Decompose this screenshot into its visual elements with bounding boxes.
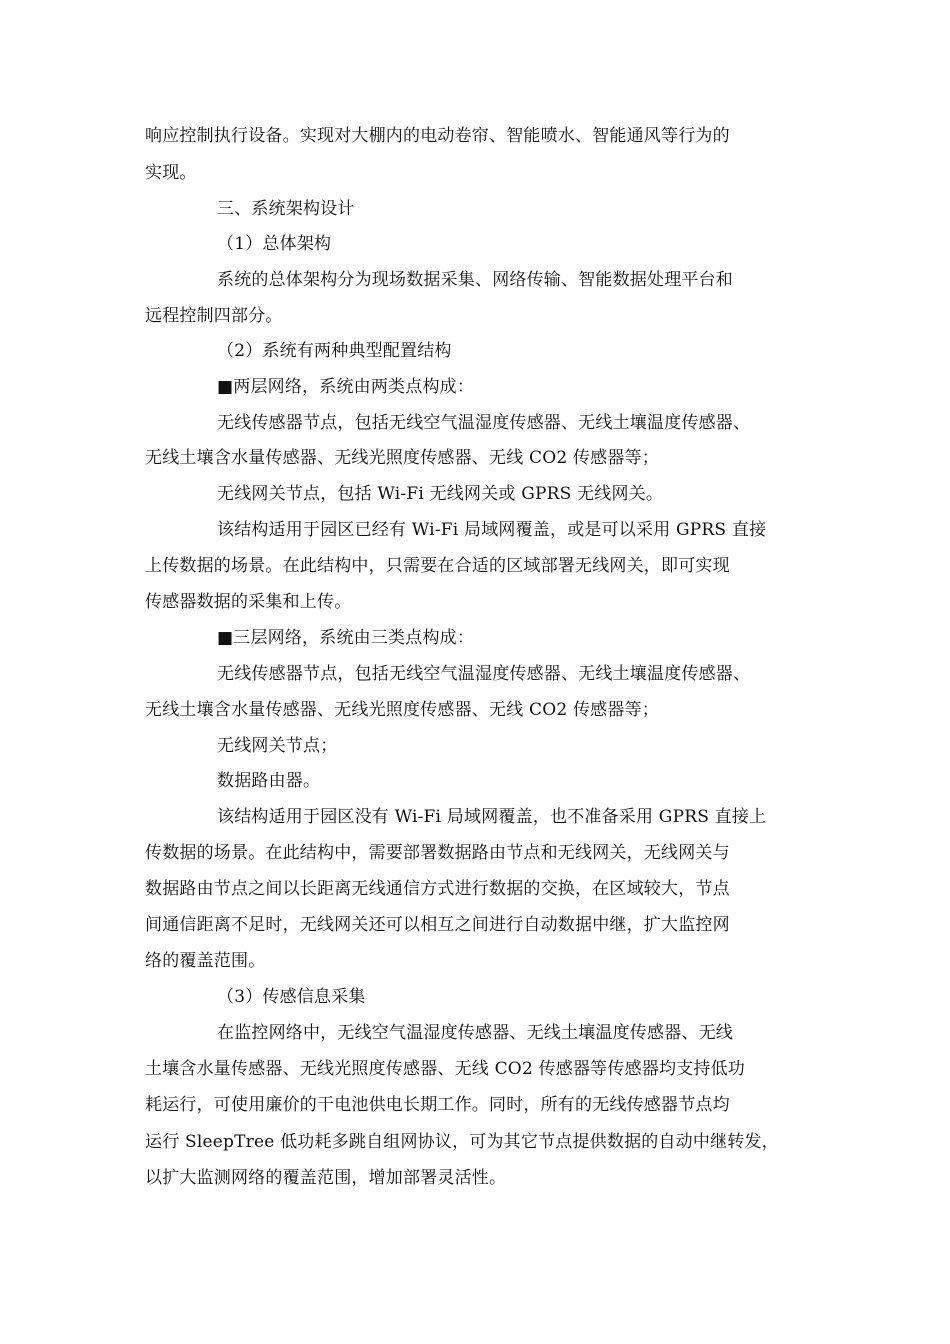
body-text-line: 传感器数据的采集和上传。: [145, 592, 352, 612]
subsection-heading: （2）系统有两种典型配置结构: [217, 341, 452, 361]
bullet-heading: ■三层网络，系统由三类点构成：: [217, 628, 475, 648]
body-text-line: 耗运行，可使用廉价的干电池供电长期工作。同时，所有的无线传感器节点均: [145, 1095, 730, 1115]
body-text-line: 以扩大监测网络的覆盖范围，增加部署灵活性。: [145, 1168, 507, 1188]
body-text-line: 实现。: [145, 163, 197, 183]
subsection-heading: （3）传感信息采集: [217, 987, 366, 1007]
body-text-line: 传数据的场景。在此结构中，需要部署数据路由节点和无线网关，无线网关与: [145, 843, 730, 863]
bullet-heading: ■两层网络，系统由两类点构成：: [217, 377, 475, 397]
body-text-line: 无线土壤含水量传感器、无线光照度传感器、无线 CO2 传感器等；: [145, 448, 659, 468]
section-heading: 三、系统架构设计: [217, 199, 355, 219]
body-text-line: 上传数据的场景。在此结构中，只需要在合适的区域部署无线网关，即可实现: [145, 556, 730, 576]
body-text-line: 数据路由节点之间以长距离无线通信方式进行数据的交换，在区域较大，节点: [145, 879, 730, 899]
body-text-line: 络的覆盖范围。: [145, 951, 266, 971]
body-text-line: 无线土壤含水量传感器、无线光照度传感器、无线 CO2 传感器等；: [145, 700, 659, 720]
body-text-line: 无线网关节点，包括 Wi-Fi 无线网关或 GPRS 无线网关。: [217, 484, 664, 504]
body-text-line: 无线传感器节点，包括无线空气温湿度传感器、无线土壤温度传感器、: [217, 413, 751, 433]
body-text-line: 该结构适用于园区已经有 Wi-Fi 局域网覆盖，或是可以采用 GPRS 直接: [217, 520, 767, 540]
subsection-heading: （1）总体架构: [217, 234, 332, 254]
body-text-line: 该结构适用于园区没有 Wi-Fi 局域网覆盖，也不准备采用 GPRS 直接上: [217, 807, 767, 827]
body-text-line: 土壤含水量传感器、无线光照度传感器、无线 CO2 传感器等传感器均支持低功: [145, 1059, 745, 1079]
body-text-line: 无线传感器节点，包括无线空气温湿度传感器、无线土壤温度传感器、: [217, 664, 751, 684]
body-text-line: 响应控制执行设备。实现对大棚内的电动卷帘、智能喷水、智能通风等行为的: [145, 126, 730, 146]
body-text-line: 远程控制四部分。: [145, 306, 283, 326]
body-text-line: 系统的总体架构分为现场数据采集、网络传输、智能数据处理平台和: [217, 270, 733, 290]
body-text-line: 间通信距离不足时，无线网关还可以相互之间进行自动数据中继，扩大监控网: [145, 915, 730, 935]
body-text-line: 无线网关节点；: [217, 736, 338, 756]
body-text-line: 在监控网络中，无线空气温湿度传感器、无线土壤温度传感器、无线: [217, 1023, 733, 1043]
body-text-line: 数据路由器。: [217, 771, 321, 791]
body-text-line: 运行 SleepTree 低功耗多跳自组网协议，可为其它节点提供数据的自动中继转发，: [145, 1132, 779, 1152]
